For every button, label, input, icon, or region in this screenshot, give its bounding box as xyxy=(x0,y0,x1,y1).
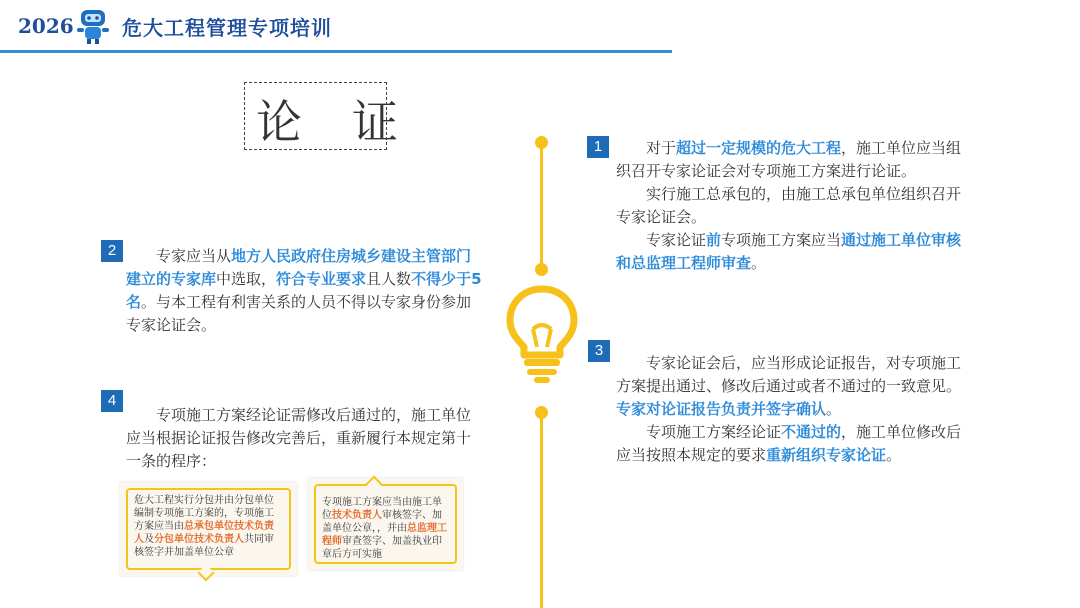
timeline-dot-bottom xyxy=(535,406,548,419)
timeline-dot-top xyxy=(535,136,548,149)
item-number-4: 4 xyxy=(101,390,123,412)
note-1-text: 危大工程实行分包并由分包单位编制专项施工方案的，专项施工方案应当由总承包单位技术负责人及分包单位技术负责人共同审核签字并加盖单位公章 xyxy=(126,488,291,570)
lightbulb-icon xyxy=(506,285,578,385)
header-year: 2026 xyxy=(18,14,74,38)
note-2-text: 专项施工方案应当由施工单位技术负责人审核签字、加盖单位公章，，并由总监理工程师审查签字、加盖执业印章后方可实施 xyxy=(314,484,457,564)
item-3-text: 专家论证会后，应当形成论证报告，对专项施工方案提出通过、修改后通过或者不通过的一致意见。专家对论证报告负责并签字确认。 专项施工方案经论证不通过的，施工单位修改后应当按照本规定的要求重新组织专家论证。 xyxy=(616,354,962,464)
page-title: 论证 xyxy=(256,95,448,149)
item-4-text: 专项施工方案经论证需修改后通过的，施工单位应当根据论证报告修改完善后，重新履行本规定第十一条的程序： xyxy=(126,406,472,470)
item-2-text: 专家应当从地方人民政府住房城乡建设主管部门建立的专家库中选取，符合专业要求且人数不得少于5名。与本工程有利害关系的人员不得以专家身份参加专家论证会。 xyxy=(126,247,482,334)
note-card-2 xyxy=(308,478,463,570)
item-number-2: 2 xyxy=(101,240,123,262)
timeline-line-top xyxy=(540,142,543,270)
timeline-dot-mid xyxy=(535,263,548,276)
item-1-text: 对于超过一定规模的危大工程，施工单位应当组织召开专家论证会对专项施工方案进行论证。 实行施工总承包的，由施工总承包单位组织召开专家论证会。 专家论证前专项施工方案应当通过施工单位审核和总监理工程师审查。 xyxy=(616,139,962,272)
header-title: 危大工程管理专项培训 xyxy=(122,16,332,40)
item-number-3: 3 xyxy=(588,340,610,362)
robot-logo-icon xyxy=(74,6,112,46)
note-card-1 xyxy=(120,482,297,576)
timeline-line-bottom xyxy=(540,412,543,608)
item-number-1: 1 xyxy=(587,136,609,158)
header-divider xyxy=(0,50,672,53)
